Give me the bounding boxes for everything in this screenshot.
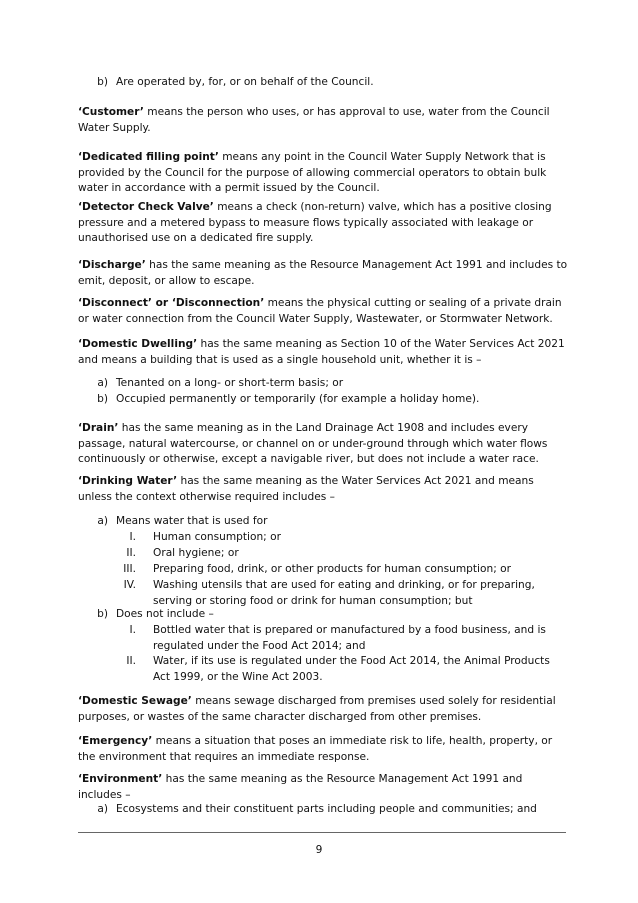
list-marker: a) — [97, 377, 108, 389]
definition-term: ‘Environment’ — [78, 773, 163, 785]
definition-text: means the physical cutting or sealing of a private drain or water connection from the Council Water Supply, Wastewater, or Stormwater Network. — [78, 297, 562, 325]
list-item: Are operated by, for, or on behalf of the Council. — [116, 76, 374, 88]
list-marker: b) — [97, 76, 108, 88]
sublist-item: Human consumption; or — [153, 531, 281, 543]
list-marker: a) — [97, 803, 108, 815]
definition-environment — [78, 772, 568, 803]
list-marker: b) — [97, 393, 108, 405]
definition-term: ‘Domestic Sewage’ — [78, 695, 192, 707]
definition-term: ‘Drain’ — [78, 422, 119, 434]
sublist-marker: IV. — [123, 579, 136, 591]
sublist-marker: I. — [129, 531, 136, 543]
list-item: Ecosystems and their constituent parts including people and communities; and — [116, 803, 537, 815]
list-item: Does not include – — [116, 608, 214, 620]
sublist-marker: II. — [126, 655, 136, 667]
list-item: Means water that is used for — [116, 515, 268, 527]
sublist-marker: II. — [126, 547, 136, 559]
definition-dedicated-filling-point — [78, 150, 568, 197]
list-marker: b) — [97, 608, 108, 620]
definition-detector-check-valve — [78, 200, 568, 247]
definition-discharge — [78, 258, 568, 289]
definition-drinking-water — [78, 474, 568, 505]
definition-term: ‘Customer’ — [78, 106, 144, 118]
list-marker: a) — [97, 515, 108, 527]
definition-text: has the same meaning as in the Land Drainage Act 1908 and includes every passage, natural watercourse, or channel on or under-ground through which water flows continuously or otherwise, except a navigable river, but does not include a water race. — [78, 422, 548, 465]
definition-term: ‘Domestic Dwelling’ — [78, 338, 198, 350]
sublist-marker: III. — [123, 563, 136, 575]
sublist-item: Bottled water that is prepared or manufactured by a food business, and is regulated under the Food Act 2014; and — [153, 624, 546, 652]
sublist-marker: I. — [129, 624, 136, 636]
definition-text: has the same meaning as the Water Services Act 2021 and means unless the context otherwise required includes – — [78, 475, 534, 503]
definition-term: ‘Emergency’ — [78, 735, 153, 747]
definition-disconnect — [78, 296, 568, 327]
definition-term: ‘Disconnect’ or ‘Disconnection’ — [78, 297, 265, 309]
sublist-item: Oral hygiene; or — [153, 547, 239, 559]
definition-term: ‘Drinking Water’ — [78, 475, 178, 487]
definition-text: means sewage discharged from premises used solely for residential purposes, or wastes of the same character discharged from other premises. — [78, 695, 556, 723]
list-item: Tenanted on a long- or short-term basis; or — [116, 377, 344, 389]
definition-term: ‘Dedicated filling point’ — [78, 151, 219, 163]
definition-text: means the person who uses, or has approval to use, water from the Council Water Supply. — [78, 106, 550, 134]
list-item: Occupied permanently or temporarily (for example a holiday home). — [116, 393, 480, 405]
definition-text: has the same meaning as the Resource Management Act 1991 and includes to emit, deposit, or allow to escape. — [78, 259, 568, 287]
sublist-item: Preparing food, drink, or other products for human consumption; or — [153, 563, 511, 575]
definition-text: has the same meaning as Section 10 of the Water Services Act 2021 and means a building that is used as a single household unit, whether it is – — [78, 338, 565, 366]
definition-text: means a check (non-return) valve, which has a positive closing pressure and a metered bypass to measure flows typically associated with leakage or unauthorised use on a dedicated fire supply. — [78, 201, 552, 244]
sublist-item: Water, if its use is regulated under the Food Act 2014, the Animal Products Act 1999, or the Wine Act 2003. — [153, 655, 550, 683]
definition-emergency — [78, 734, 568, 765]
definition-text: means a situation that poses an immediate risk to life, health, property, or the environment that requires an immediate response. — [78, 735, 553, 763]
definition-text: has the same meaning as the Resource Management Act 1991 and includes – — [78, 773, 523, 801]
definition-term: ‘Detector Check Valve’ — [78, 201, 214, 213]
definition-domestic-sewage — [78, 694, 568, 725]
definition-domestic-dwelling — [78, 337, 568, 368]
definition-text: means any point in the Council Water Supply Network that is provided by the Council for the purpose of allowing commercial operators to obtain bulk water in accordance with a permit issued by the Council. — [78, 151, 547, 194]
definition-customer — [78, 105, 568, 136]
sublist-item: Washing utensils that are used for eating and drinking, or for preparing, serving or storing food or drink for human consumption; but — [153, 579, 535, 607]
definition-term: ‘Discharge’ — [78, 259, 146, 271]
footer-divider — [78, 832, 566, 833]
page-number: 9 — [315, 844, 323, 856]
definition-drain — [78, 421, 568, 468]
